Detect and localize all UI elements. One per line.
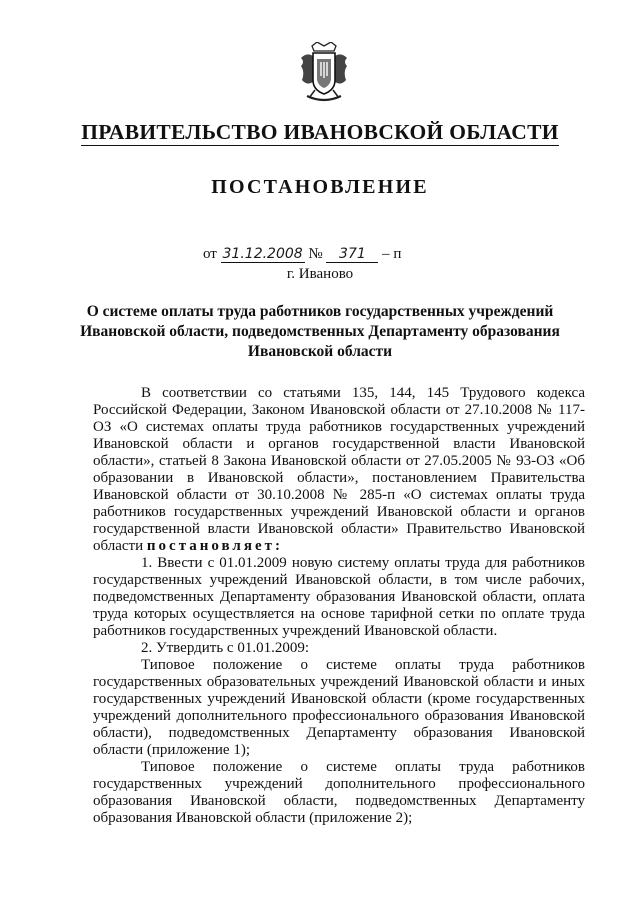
- number-suffix: – п: [382, 246, 402, 262]
- item-1-paragraph: 1. Ввести с 01.01.2009 новую систему оплаты труда для работников государственных учреждений Ивановской области, в том числе рабочих, подведомственных Департаменту образования Ивановской области, оплата труда которых осуществляется на основе тарифной сетки по оплате труда работников государственных учреждений Ивановской области.: [93, 555, 585, 639]
- document-number: 371: [326, 246, 378, 263]
- title-line: О системе оплаты труда работников государственных учреждений: [86, 303, 554, 320]
- government-title: ПРАВИТЕЛЬСТВО ИВАНОВСКОЙ ОБЛАСТИ: [81, 120, 559, 144]
- document-title: [60, 302, 580, 362]
- document-date: 31.12.2008: [222, 246, 303, 262]
- title-line: Ивановской области, подведомственных Департаменту образования: [80, 323, 560, 340]
- decree-word: постановляет:: [146, 538, 283, 554]
- ivanovo-coat-of-arms-icon: [297, 42, 351, 106]
- item-2-paragraph: 2. Утвердить с 01.01.2009:: [141, 640, 310, 656]
- dateline: [203, 246, 401, 263]
- date-prefix: от: [203, 246, 217, 262]
- preamble-text: В соответствии со статьями 135, 144, 145 Трудового кодекса Российской Федерации, Законом Ивановской области от 27.10.2008 № 117-ОЗ «О системах оплаты труда работников государственных учреждений Ивановской области и органов государственной власти Ивановской области», статьей 8 Закона Ивановской области от 27.05.2005 № 93-ОЗ «Об образовании в Ивановской области», постановлением Правительства Ивановской области от 30.10.2008 № 285-п «О системах оплаты труда работников государственных учреждений Ивановской области и органов государственной власти Ивановской области» Правительство Ивановской области: [93, 385, 585, 554]
- provision-2-paragraph: Типовое положение о системе оплаты труда работников государственных учреждений дополнительного профессионального образования Ивановской области, подведомственных Департаменту образования Ивановской области (приложение 2);: [93, 759, 585, 826]
- document-type: ПОСТАНОВЛЕНИЕ: [211, 176, 429, 198]
- provision-1-paragraph: Типовое положение о системе оплаты труда работников государственных образовательных учреждений Ивановской области и иных государственных учреждений Ивановской области (кроме государственных учреждений дополнительного профессионального образования Ивановской области), подведомственных Департаменту образования Ивановской области (приложение 1);: [93, 657, 585, 758]
- city: г. Иваново: [286, 266, 354, 282]
- preamble-paragraph: [93, 385, 585, 555]
- document-body: [93, 385, 585, 827]
- title-line: Ивановской области: [247, 343, 393, 360]
- number-label: №: [308, 246, 323, 262]
